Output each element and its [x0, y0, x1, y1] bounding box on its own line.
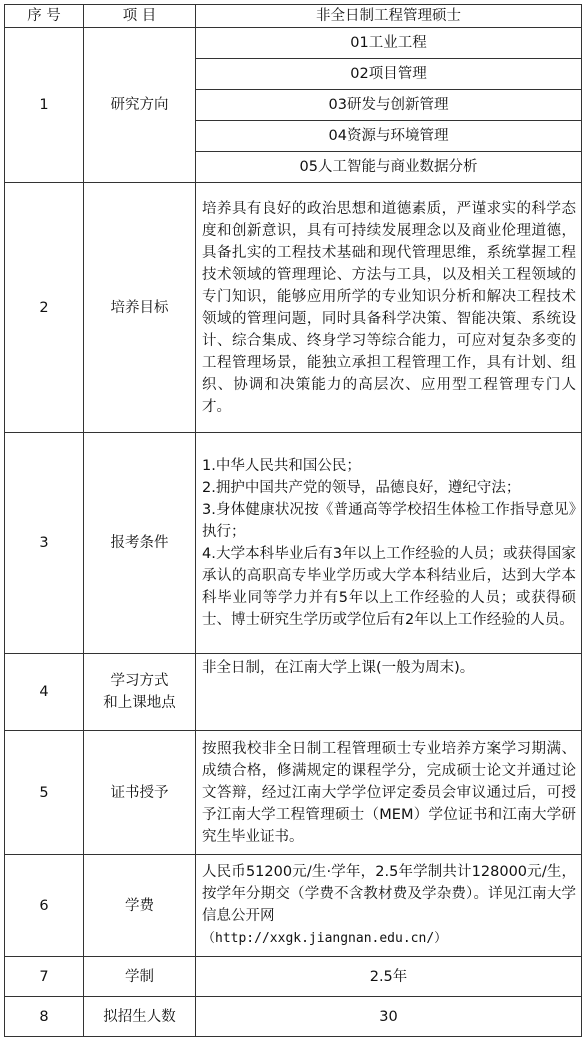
- enrollment-value: 30: [196, 997, 582, 1037]
- certificate-cell: [196, 731, 582, 855]
- header-program-name: 非全日制工程管理硕士: [196, 5, 582, 28]
- direction-item: 03研发与创新管理: [196, 90, 582, 121]
- tuition-cell: [196, 855, 582, 957]
- direction-item: 02项目管理: [196, 59, 582, 90]
- row-number: 4: [5, 654, 84, 731]
- table-row-duration: [5, 957, 582, 997]
- table-row-tuition: [5, 855, 582, 957]
- goal-text: 培养具有良好的政治思想和道德素质，严谨求实的科学态度和创新意识，具有可持续发展理念以及商业伦理道德，具备扎实的工程技术基础和现代管理思维，系统掌握工程技术领域的管理理论、方法与工具，以及相关工程领域的专门知识，能够应用所学的专业知识分析和解决工程技术领域的管理问题，同时具备科学决策、智能决策、系统设计、综合集成、终身学习等综合能力，可应对复杂多变的工程管理场景，能独立承担工程管理工作，具有计划、组织、协调和决策能力的高层次、应用型工程管理专门人才。: [202, 200, 576, 415]
- requirement-item: 3.身体健康状况按《普通高等学校招生体检工作指导意见》执行；: [202, 502, 576, 540]
- row-label-requirements: 报考条件: [84, 433, 196, 654]
- row-number: 6: [5, 855, 84, 957]
- tuition-text: 人民币51200元/生·学年，2.5年学制共计128000元/生，按学年分期交（学费不含教材费及学杂费）。详见江南大学信息公开网: [202, 864, 576, 924]
- table-row-study-mode: [5, 654, 582, 731]
- requirement-item: 2.拥护中国共产党的领导，品德良好，遵纪守法；: [202, 480, 521, 496]
- study-mode-cell: [196, 654, 582, 731]
- program-info-table: [4, 4, 582, 1037]
- direction-item: 04资源与环境管理: [196, 121, 582, 152]
- header-item: 项 目: [84, 5, 196, 28]
- requirement-item: 1.中华人民共和国公民；: [202, 458, 361, 474]
- tuition-text-block: [196, 858, 581, 953]
- row-label-enrollment: 拟招生人数: [84, 997, 196, 1037]
- row-label-directions: 研究方向: [84, 28, 196, 183]
- row-label-goal: 培养目标: [84, 183, 196, 433]
- table-row-enrollment: [5, 997, 582, 1037]
- row-number: 8: [5, 997, 84, 1037]
- requirements-cell: [196, 433, 582, 654]
- requirement-item: 4.大学本科毕业后有3年以上工作经验的人员；或获得国家承认的高职高专毕业学历或大学本科结业后，达到大学本科毕业同等学力并有5年以上工作经验的人员；或获得硕士、博士研究生学历或学位后有2年以上工作经验的人员。: [202, 546, 576, 628]
- direction-item: 01工业工程: [196, 28, 582, 59]
- certificate-text: 按照我校非全日制工程管理硕士专业培养方案学习期满、成绩合格，修满规定的课程学分，完成硕士论文并通过论文答辩，经过江南大学学位评定委员会审议通过后，可授予江南大学工程管理硕士（MEM）学位证书和江南大学研究生毕业证书。: [202, 740, 576, 845]
- table-header-row: [5, 5, 582, 28]
- row-number: 3: [5, 433, 84, 654]
- tuition-url: （http://xxgk.jiangnan.edu.cn/）: [202, 931, 448, 946]
- duration-value: 2.5年: [196, 957, 582, 997]
- program-info-table-wrapper: [4, 4, 582, 1037]
- row-label-line: 学习方式: [110, 673, 169, 689]
- table-row-certificate: [5, 731, 582, 855]
- study-mode-text: 非全日制，在江南大学上课(一般为周末)。: [202, 660, 475, 676]
- table-row-directions: [5, 28, 582, 59]
- row-number: 7: [5, 957, 84, 997]
- row-number: 1: [5, 28, 84, 183]
- table-row-requirements: [5, 433, 582, 654]
- row-label-duration: 学制: [84, 957, 196, 997]
- row-number: 2: [5, 183, 84, 433]
- row-label-certificate: 证书授予: [84, 731, 196, 855]
- direction-item: 05人工智能与商业数据分析: [196, 152, 582, 183]
- goal-cell: [196, 183, 582, 433]
- row-number: 5: [5, 731, 84, 855]
- table-row-goal: [5, 183, 582, 433]
- header-serial-number: 序 号: [5, 5, 84, 28]
- requirements-list: [196, 452, 581, 634]
- row-label-line: 和上课地点: [103, 695, 176, 711]
- row-label-tuition: 学费: [84, 855, 196, 957]
- row-label-study-mode: [84, 654, 196, 731]
